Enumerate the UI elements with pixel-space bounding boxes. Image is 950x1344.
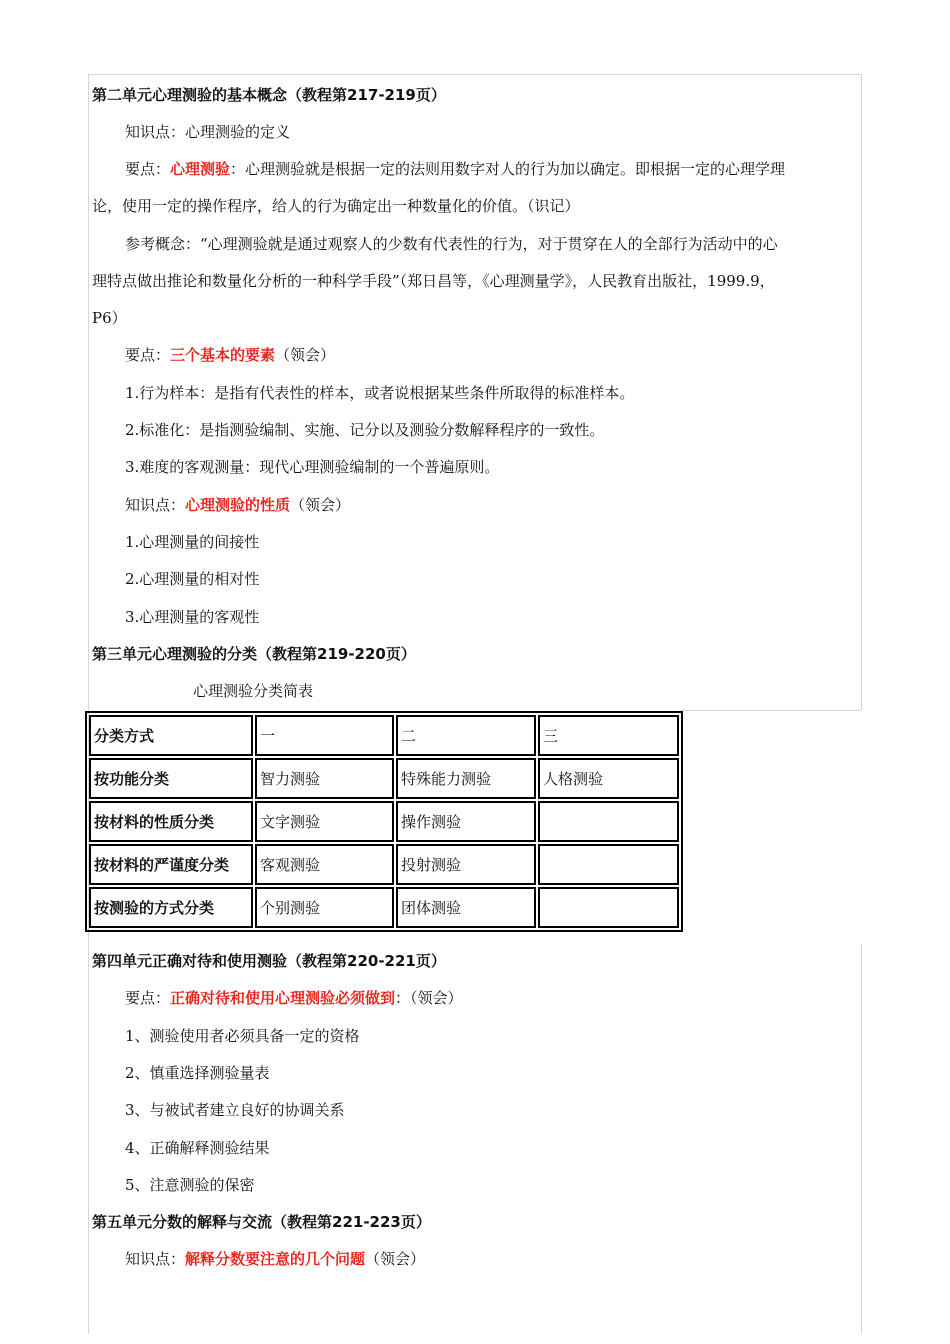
list-item: 3、与被试者建立良好的协调关系 [125,1101,345,1119]
table-row [89,758,679,799]
section-2-title: 第二单元心理测验的基本概念（教程第217-219页） [92,86,446,104]
list-item: 1、测验使用者必须具备一定的资格 [125,1027,360,1045]
table-cell: 个别测验 [255,887,394,928]
list-item: 3.难度的客观测量：现代心理测验编制的一个普遍原则。 [125,458,500,476]
list-item: 1.行为样本：是指有代表性的样本，或者说根据某些条件所取得的标准样本。 [125,384,635,402]
table-cell [538,887,679,928]
table-cell: 按材料的性质分类 [89,801,253,842]
list-item: 2.心理测量的相对性 [125,570,260,588]
table-cell: 分类方式 [89,715,253,756]
key-point: 要点：心理测验：心理测验就是根据一定的法则用数字对人的行为加以确定。即根据一定的心理学理 [125,160,786,178]
table-cell: 一 [255,715,394,756]
table-cell: 人格测验 [538,758,679,799]
table-cell [538,844,679,885]
section-4-title: 第四单元正确对待和使用测验（教程第220-221页） [92,952,446,970]
table-cell: 智力测验 [255,758,394,799]
section-3-title: 第三单元心理测验的分类（教程第219-220页） [92,645,416,663]
list-item: 5、注意测验的保密 [125,1176,255,1194]
table-cell [538,801,679,842]
list-item: 4、正确解释测验结果 [125,1139,270,1157]
table-cell: 三 [538,715,679,756]
table-row [89,887,679,928]
list-item: 2.标准化：是指测验编制、实施、记分以及测验分数解释程序的一致性。 [125,421,605,439]
reference-concept: 参考概念：“心理测验就是通过观察人的少数有代表性的行为，对于贯穿在人的全部行为活动中的心 [125,235,778,253]
key-point-cont: 论，使用一定的操作程序，给人的行为确定出一种数量化的价值。（识记） [92,197,580,215]
table-row [89,715,679,756]
table-caption: 心理测验分类简表 [193,682,314,700]
reference-concept-cont: 理特点做出推论和数量化分析的一种科学手段”（郑日昌等，《心理测量学》，人民教育出版社，1999.9， [92,272,775,290]
classification-table [85,711,683,932]
table-cell: 按功能分类 [89,758,253,799]
page-border [88,74,861,75]
table-cell: 特殊能力测验 [396,758,536,799]
key-point: 要点：正确对待和使用心理测验必须做到：（领会） [125,989,463,1007]
key-point: 要点：三个基本的要素（领会） [125,346,336,364]
knowledge-point: 知识点：心理测验的定义 [125,123,291,141]
list-item: 1.心理测量的间接性 [125,533,260,551]
table-cell: 按测验的方式分类 [89,887,253,928]
table-cell: 二 [396,715,536,756]
knowledge-point: 知识点：解释分数要注意的几个问题（领会） [125,1250,426,1268]
page-border [88,74,89,1334]
section-5-title: 第五单元分数的解释与交流（教程第221-223页） [92,1213,431,1231]
table-cell: 操作测验 [396,801,536,842]
table-cell: 文字测验 [255,801,394,842]
table-row [89,801,679,842]
reference-concept-cont: P6） [92,309,127,327]
page-border [680,710,861,711]
table-cell: 团体测验 [396,887,536,928]
knowledge-point: 知识点：心理测验的性质（领会） [125,496,351,514]
table-cell: 按材料的严谨度分类 [89,844,253,885]
table-cell: 投射测验 [396,844,536,885]
table-cell: 客观测验 [255,844,394,885]
list-item: 2、慎重选择测验量表 [125,1064,270,1082]
list-item: 3.心理测量的客观性 [125,608,260,626]
table-row [89,844,679,885]
